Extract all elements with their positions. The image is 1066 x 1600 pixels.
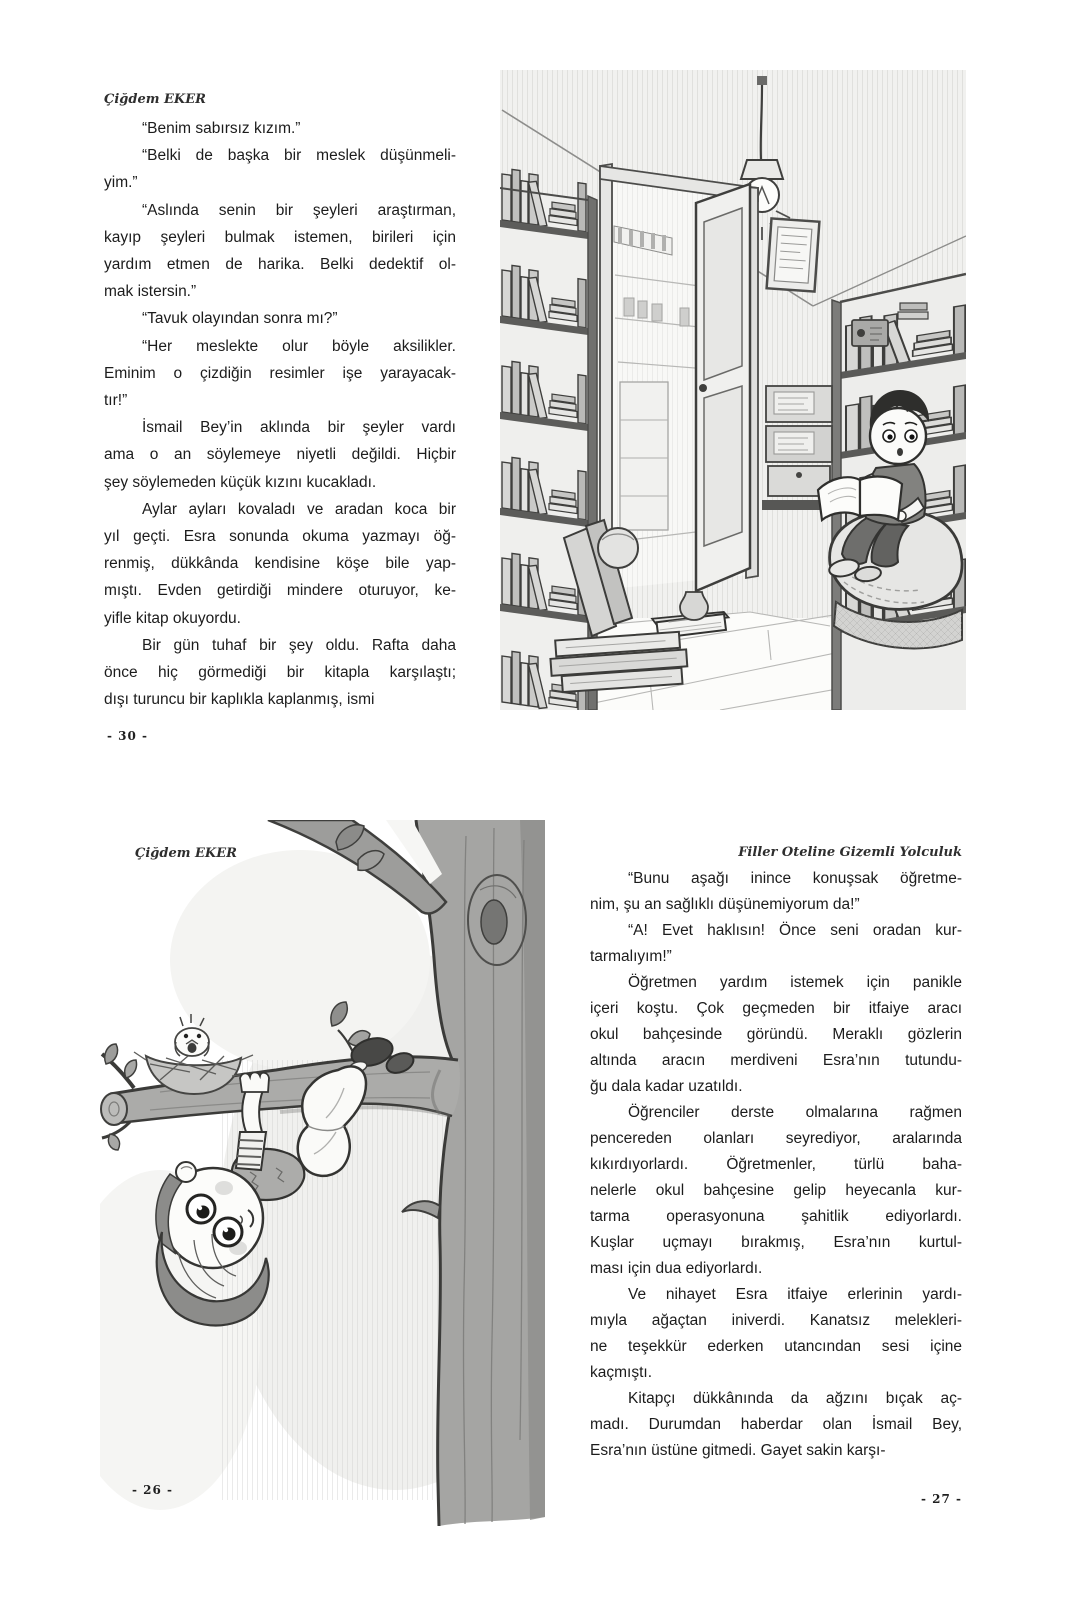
text-line: yim.” [104, 174, 138, 192]
text-line: Öğrenciler derste olmalarına rağmen [628, 1104, 962, 1121]
paragraph [104, 142, 456, 196]
text-line: ama o an söylemeye niyetli değildi. Hiçbir [104, 446, 456, 464]
text-line: pencereden olanları seyrediyor, aralarında [590, 1130, 962, 1147]
paragraph [104, 414, 456, 496]
text-line: tır!” [104, 392, 128, 410]
text-line: yifle kitap okuyordu. [104, 609, 241, 627]
paragraph [590, 1100, 962, 1282]
paragraph [590, 1386, 962, 1464]
page-number-27: - 27 - [920, 1492, 962, 1506]
text-line: Esra’nın üstüne gitmedi. Gayet sakin karşı- [590, 1442, 886, 1459]
text-line: madı. Durumdan haberdar olan İsmail Bey, [590, 1416, 962, 1433]
text-line: mıyla ağaçtan iniverdi. Kanatsız melekleri- [590, 1312, 962, 1329]
bookshelf-left [500, 168, 597, 710]
text-line: nelerle okul bahçesine gelip heyecanla kur- [590, 1182, 962, 1199]
paragraph [590, 1282, 962, 1386]
paragraph [590, 970, 962, 1100]
illustration-boy-reading-in-bookshop [500, 70, 966, 710]
text-line: önce hiç görmediği bir kitapla karşılaştı; [104, 664, 456, 682]
text-column-page-30 [104, 92, 456, 713]
text-line: şey söylemeden küçük kızını kucakladı. [104, 473, 377, 491]
text-line: yıl geçti. Esra sonunda okuma yazmayı öğ- [104, 528, 456, 546]
illustration-girl-hanging-from-branch [100, 820, 545, 1532]
text-line: “Belki de başka bir meslek düşünmeli- [142, 147, 456, 165]
text-line: kaçmıştı. [590, 1364, 653, 1381]
text-line: Kitapçı dükkânında da ağzını bıçak aç- [628, 1390, 962, 1407]
text-line: içeri koştu. Çok geçmeden bir itfaiye aracı [590, 1000, 962, 1017]
text-line: Aylar ayları kovaladı ve aradan koca bir [142, 500, 456, 518]
paragraph [104, 115, 456, 142]
text-line: Kuşlar uçmayı bırakmış, Esra’nın kurtul- [590, 1234, 962, 1251]
paragraph [104, 197, 456, 306]
page-number-26: - 26 - [132, 1483, 174, 1497]
text-line: mak istersin.” [104, 283, 197, 301]
text-column-page-27 [590, 845, 962, 1464]
paragraph [590, 866, 962, 918]
text-line: Eminim o çizdiğin resimler işe yarayacak- [104, 364, 456, 382]
running-header-author: Çiğdem EKER [104, 92, 206, 107]
text-line: ması için dua ediyorlardı. [590, 1260, 763, 1277]
text-line: kıkırdıyorlardı. Öğretmenler, türlü baha- [590, 1156, 962, 1173]
text-line: Bir gün tuhaf bir şey oldu. Rafta daha [142, 636, 456, 654]
text-line: Ve nihayet Esra itfaiye erlerinin yardı- [628, 1286, 962, 1303]
running-header-author-page-26: Çiğdem EKER [135, 846, 237, 861]
picture-frame [767, 218, 820, 291]
paragraph [104, 305, 456, 332]
text-line: yardım etmen de harika. Belki dedektif ol- [104, 256, 456, 274]
text-line: altında aracın merdiveni Esra’nın tutundu- [590, 1052, 962, 1069]
text-line: “Her meslekte olur böyle aksilikler. [142, 337, 456, 355]
page-number-30: - 30 - [107, 729, 149, 743]
running-header-book-title: Filler Oteline Gizemli Yolculuk [738, 845, 962, 860]
text-line: tarmalıyım!” [590, 948, 672, 965]
text-line: nim, şu an sağlıklı düşünemiyorum da!” [590, 896, 860, 913]
paragraph [104, 632, 456, 714]
body-text-page-27 [590, 866, 962, 1464]
text-line: renmiş, dükkânda kendisine köşe bile yap- [104, 555, 456, 573]
text-line: İsmail Bey’in aklında bir şeyler vardı [142, 419, 456, 437]
text-line: Öğretmen yardım istemek için panikle [628, 974, 962, 991]
paragraph [104, 333, 456, 415]
text-line: dışı turuncu bir kaplıkla kaplanmış, ismi [104, 691, 375, 709]
paragraph [590, 918, 962, 970]
text-line: kayıp şeyleri bulmak istemen, birileri için [104, 228, 456, 246]
paragraph [104, 496, 456, 632]
text-line: “Aslında senin bir şeyleri araştırman, [142, 201, 456, 219]
text-line: tarma operasyonuna şahitlik ediyorlardı. [590, 1208, 962, 1225]
body-text-page-30 [104, 115, 456, 713]
text-line: mıştı. Evden getirdiği mindere oturuyor, ke- [104, 582, 456, 600]
text-line: “Benim sabırsız kızım.” [142, 120, 301, 137]
text-line: “A! Evet haklısın! Önce seni oradan kur- [628, 922, 962, 939]
text-line: ğu dala kadar uzatıldı. [590, 1078, 743, 1095]
text-line: “Bunu aşağı inince konuşsak öğretme- [628, 870, 962, 887]
text-line: okul bahçesinde göründü. Meraklı gözlerin [590, 1026, 962, 1043]
text-line: “Tavuk olayından sonra mı?” [142, 310, 338, 328]
text-line: ne teşekkür ederken utancından sesi içine [590, 1338, 962, 1355]
